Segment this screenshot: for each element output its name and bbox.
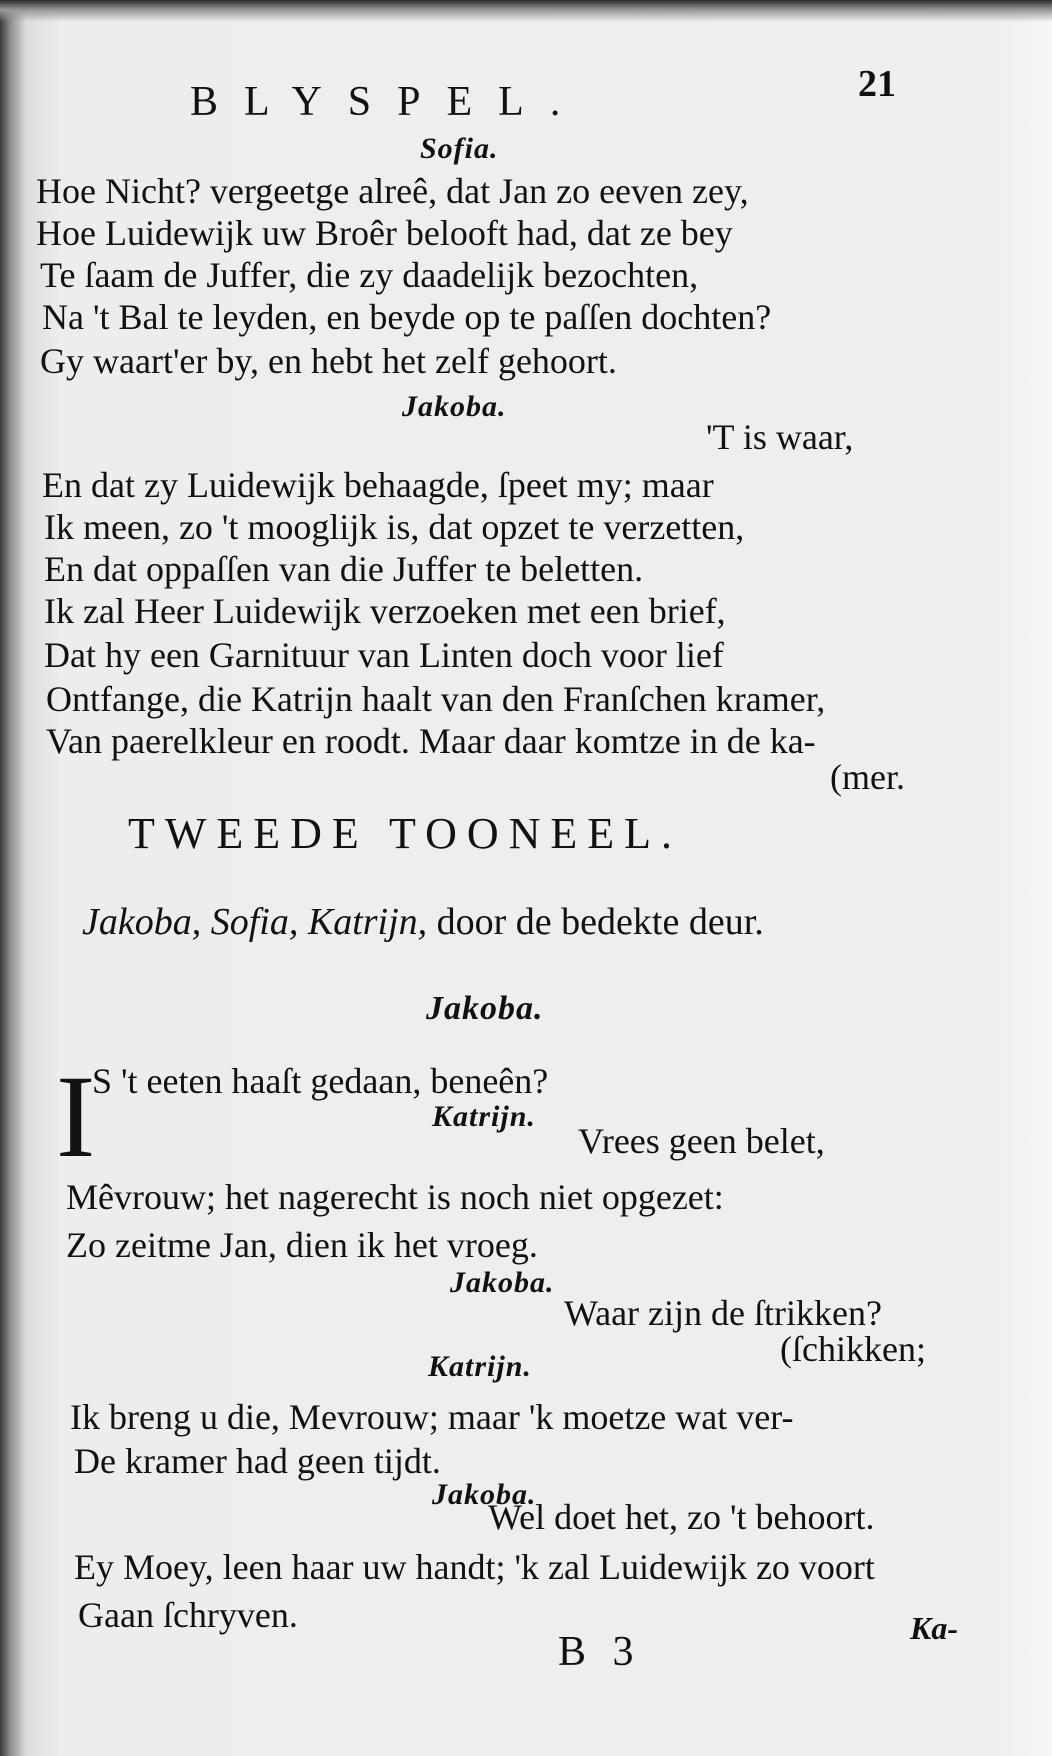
scan-edge-shadow [0, 0, 1052, 22]
verse-line: Hoe Luidewijk uw Broêr belooft had, dat ze bey [36, 213, 733, 253]
page-number: 21 [858, 63, 896, 105]
half-line: Vrees geen belet, [578, 1121, 825, 1161]
speaker-sofia: Sofia. [420, 132, 499, 165]
half-line: 'T is waar, [706, 417, 854, 457]
dramatis-personae [82, 900, 764, 944]
speaker-katrijn: Katrijn. [428, 1350, 532, 1383]
running-head: BLYSPEL. [190, 79, 587, 125]
verse-line: De kramer had geen tijdt. [74, 1441, 441, 1481]
verse-line: Dat hy een Garnituur van Linten doch voor lief [44, 635, 724, 675]
half-line: Waar zijn de ſtrikken? [564, 1293, 882, 1333]
scene-heading: TWEEDE TOONEEL. [128, 809, 683, 858]
verse-line: Hoe Nicht? vergeetge alreê, dat Jan zo eeven zey, [36, 171, 749, 211]
speaker-katrijn: Katrijn. [432, 1100, 536, 1133]
signature-mark: B 3 [558, 1629, 642, 1675]
drop-cap: I [56, 1051, 96, 1182]
turnover: (mer. [830, 757, 905, 797]
verse-line: Ik breng u die, Mevrouw; maar 'k moetze wat ver- [70, 1397, 794, 1437]
verse-line: Van paerelkleur en roodt. Maar daar komtze in de ka- [46, 721, 816, 761]
verse-line: Ontfange, die Katrijn haalt van den Franſchen kramer, [46, 679, 826, 719]
speaker-jakoba: Jakoba. [450, 1266, 555, 1299]
verse-line: Te ſaam de Juffer, die zy daadelijk bezochten, [40, 255, 699, 295]
verse-line: Ey Moey, leen haar uw handt; 'k zal Luidewijk zo voort [74, 1547, 875, 1587]
character-names: Jakoba, Sofia, Katrijn, [82, 901, 428, 943]
verse-line: En dat zy Luidewijk behaagde, ſpeet my; maar [42, 465, 714, 505]
verse-line: Mêvrouw; het nagerecht is noch niet opgezet: [66, 1177, 724, 1217]
verse-line: Zo zeitme Jan, dien ik het vroeg. [66, 1225, 538, 1265]
verse-line: Ik zal Heer Luidewijk verzoeken met een brief, [44, 591, 726, 631]
speaker-jakoba: Jakoba. [426, 990, 544, 1027]
verse-line: Gy waart'er by, en hebt het zelf gehoort. [40, 341, 617, 381]
verse-line: Ik meen, zo 't mooglijk is, dat opzet te verzetten, [44, 507, 745, 547]
verse-line: En dat oppaſſen van die Juffer te beletten. [44, 549, 644, 589]
speaker-jakoba: Jakoba. [432, 1478, 537, 1511]
half-line: Wel doet het, zo 't behoort. [488, 1497, 875, 1537]
verse-line: Na 't Bal te leyden, en beyde op te paſſen dochten? [42, 297, 772, 337]
verse-line: S 't eeten haaſt gedaan, beneên? [92, 1061, 549, 1101]
stage-direction: door de bedekte deur. [436, 901, 764, 943]
verse-line: Gaan ſchryven. [78, 1595, 298, 1635]
catchword: Ka- [910, 1610, 958, 1646]
turnin: (ſchikken; [780, 1329, 926, 1369]
speaker-jakoba: Jakoba. [402, 390, 507, 423]
